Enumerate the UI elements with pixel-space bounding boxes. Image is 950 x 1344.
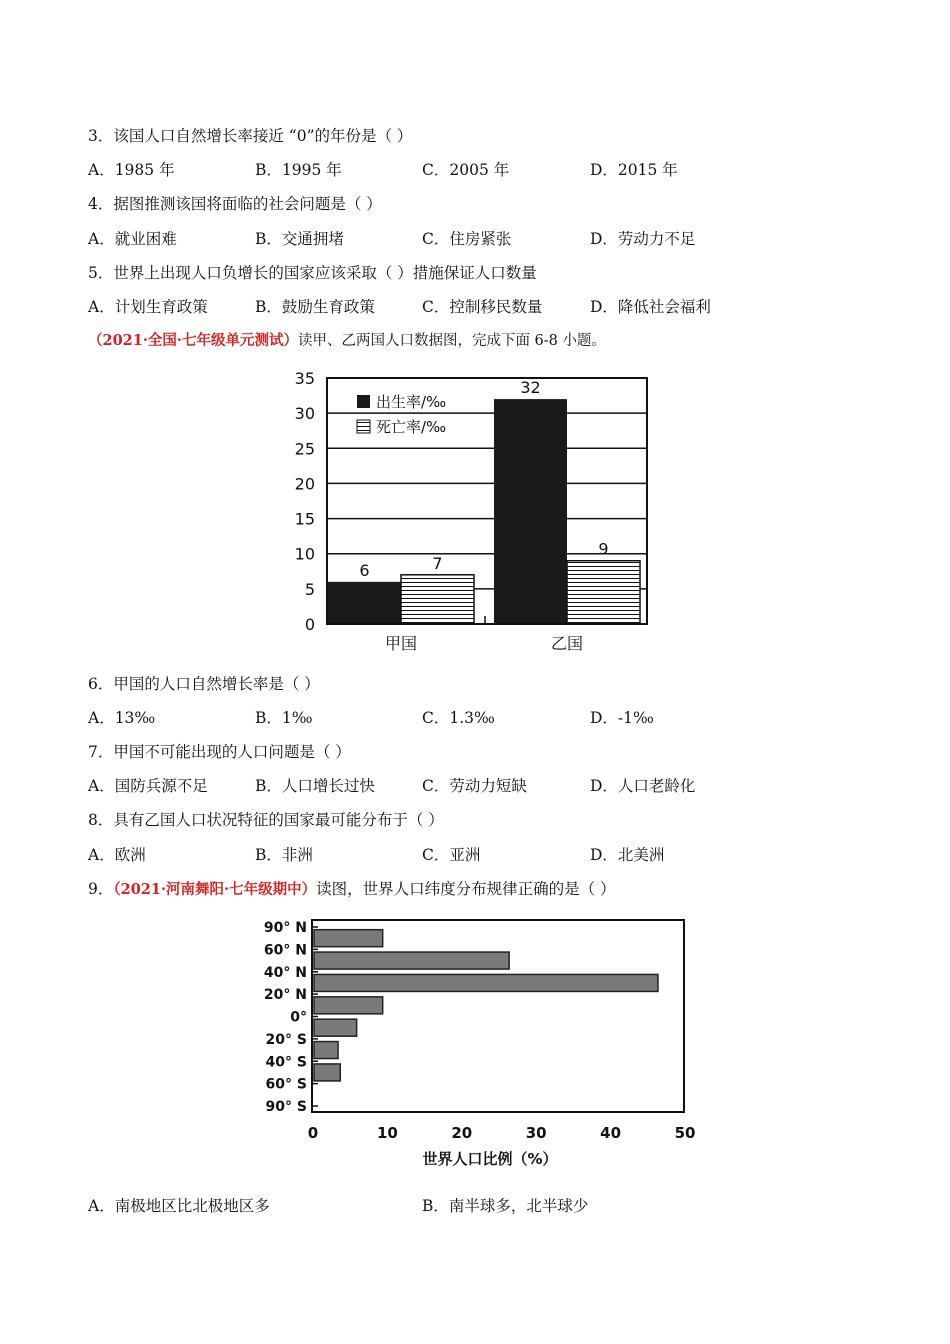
q3-option-a: A．1985 年 [88, 161, 175, 179]
latitude-bar [314, 1042, 338, 1059]
latitude-label: 40° S [265, 1054, 307, 1071]
q4-option-b: B．交通拥堵 [255, 230, 344, 248]
category-label: 乙国 [550, 634, 584, 653]
latitude-label: 90° S [265, 1099, 307, 1115]
x-tick-label: 30 [525, 1124, 547, 1142]
latitude-bar [314, 1019, 357, 1036]
birth-death-rate-chart [280, 362, 660, 662]
bar-birth-1 [494, 399, 567, 624]
latitude-label: 60° S [265, 1076, 307, 1093]
latitude-label: 40° N [263, 964, 307, 981]
latitude-population-chart [245, 912, 705, 1174]
data-label: 32 [520, 378, 541, 398]
q4-option-c: C．住房紧张 [422, 230, 512, 248]
x-tick-label: 40 [600, 1124, 622, 1142]
x-tick-label: 10 [376, 1124, 398, 1142]
q9-option-b: B．南半球多，北半球少 [422, 1197, 589, 1215]
question-4-stem: 4．据图推测该国将面临的社会问题是（ ） [88, 195, 382, 213]
data-label: 6 [359, 560, 370, 580]
intro-6-8 [88, 331, 606, 351]
bar-birth-0 [328, 582, 401, 624]
q3-option-b: B．1995 年 [255, 161, 342, 179]
chart2-xlabel: 世界人口比例（%） [422, 1150, 558, 1168]
chart2-frame [312, 920, 684, 1112]
q5-option-d: D．降低社会福利 [590, 298, 711, 316]
latitude-label: 0° [290, 1009, 307, 1026]
latitude-label: 20° S [265, 1031, 307, 1048]
category-label: 甲国 [384, 634, 418, 653]
question-6-stem: 6．甲国的人口自然增长率是（ ） [88, 675, 320, 693]
legend-swatch-birth [357, 395, 370, 408]
x-tick-label: 50 [674, 1124, 696, 1142]
source-tag: （2021·全国·七年级单元测试） [88, 332, 298, 349]
q3-option-c: C．2005 年 [422, 161, 510, 179]
q9-text: 读图，世界人口纬度分布规律正确的是（ ） [316, 880, 616, 898]
latitude-label: 20° N [263, 987, 307, 1004]
question-3-stem: 3．该国人口自然增长率接近 “0”的年份是（ ） [88, 127, 413, 145]
bar-death-1 [567, 561, 640, 624]
q9-option-a: A．南极地区比北极地区多 [88, 1197, 270, 1215]
y-tick-label: 15 [294, 509, 315, 529]
x-tick-label: 20 [451, 1124, 473, 1142]
data-label: 9 [598, 539, 609, 559]
question-5-stem: 5．世界上出现人口负增长的国家应该采取（ ）措施保证人口数量 [88, 264, 537, 282]
data-label: 7 [432, 553, 443, 573]
q7-option-a: A．国防兵源不足 [88, 777, 208, 795]
latitude-bar [314, 952, 509, 969]
q8-option-d: D．北美洲 [590, 846, 665, 864]
y-tick-label: 35 [294, 369, 315, 388]
q4-option-d: D．劳动力不足 [590, 230, 696, 248]
y-tick-label: 5 [304, 579, 315, 599]
q6-option-b: B．1‰ [255, 709, 313, 727]
q6-option-d: D．-1‰ [590, 709, 654, 727]
latitude-bar [314, 1064, 340, 1081]
chart-legend [357, 393, 446, 436]
q6-option-a: A．13‰ [88, 709, 156, 727]
q7-option-d: D．人口老龄化 [590, 777, 696, 795]
q8-option-b: B．非洲 [255, 846, 313, 864]
y-tick-label: 20 [294, 474, 315, 494]
question-8-stem: 8．具有乙国人口状况特征的国家最可能分布于（ ） [88, 811, 444, 829]
q4-option-a: A．就业困难 [88, 230, 177, 248]
q8-option-c: C．亚洲 [422, 846, 481, 864]
latitude-bar [314, 997, 383, 1014]
legend-swatch-death [357, 420, 370, 433]
intro-text: 读甲、乙两国人口数据图，完成下面 6-8 小题。 [297, 333, 607, 349]
q5-option-c: C．控制移民数量 [422, 298, 543, 316]
q3-option-d: D．2015 年 [590, 161, 678, 179]
latitude-label: 90° N [263, 920, 307, 936]
q6-option-c: C．1.3‰ [422, 709, 495, 727]
latitude-bar [314, 930, 383, 947]
y-tick-label: 0 [304, 615, 315, 634]
q9-source-tag: （2021·河南舞阳·七年级期中） [113, 881, 317, 898]
y-tick-label: 10 [294, 544, 315, 564]
bar-death-0 [401, 575, 474, 624]
legend-label-birth: 出生率/‰ [376, 393, 447, 411]
y-tick-label: 30 [294, 404, 315, 424]
q7-option-b: B．人口增长过快 [255, 777, 375, 795]
latitude-label: 60° N [263, 942, 307, 959]
q8-option-a: A．欧洲 [88, 846, 146, 864]
legend-label-death: 死亡率/‰ [376, 418, 447, 436]
q9-number: 9． [88, 880, 114, 898]
q5-option-b: B．鼓励生育政策 [255, 298, 375, 316]
q7-option-c: C．劳动力短缺 [422, 777, 527, 795]
y-tick-label: 25 [294, 439, 315, 459]
question-9-stem [88, 879, 616, 900]
question-7-stem: 7．甲国不可能出现的人口问题是（ ） [88, 743, 351, 761]
latitude-bar [314, 974, 658, 991]
x-tick-label: 0 [307, 1124, 319, 1142]
q5-option-a: A．计划生育政策 [88, 298, 208, 316]
